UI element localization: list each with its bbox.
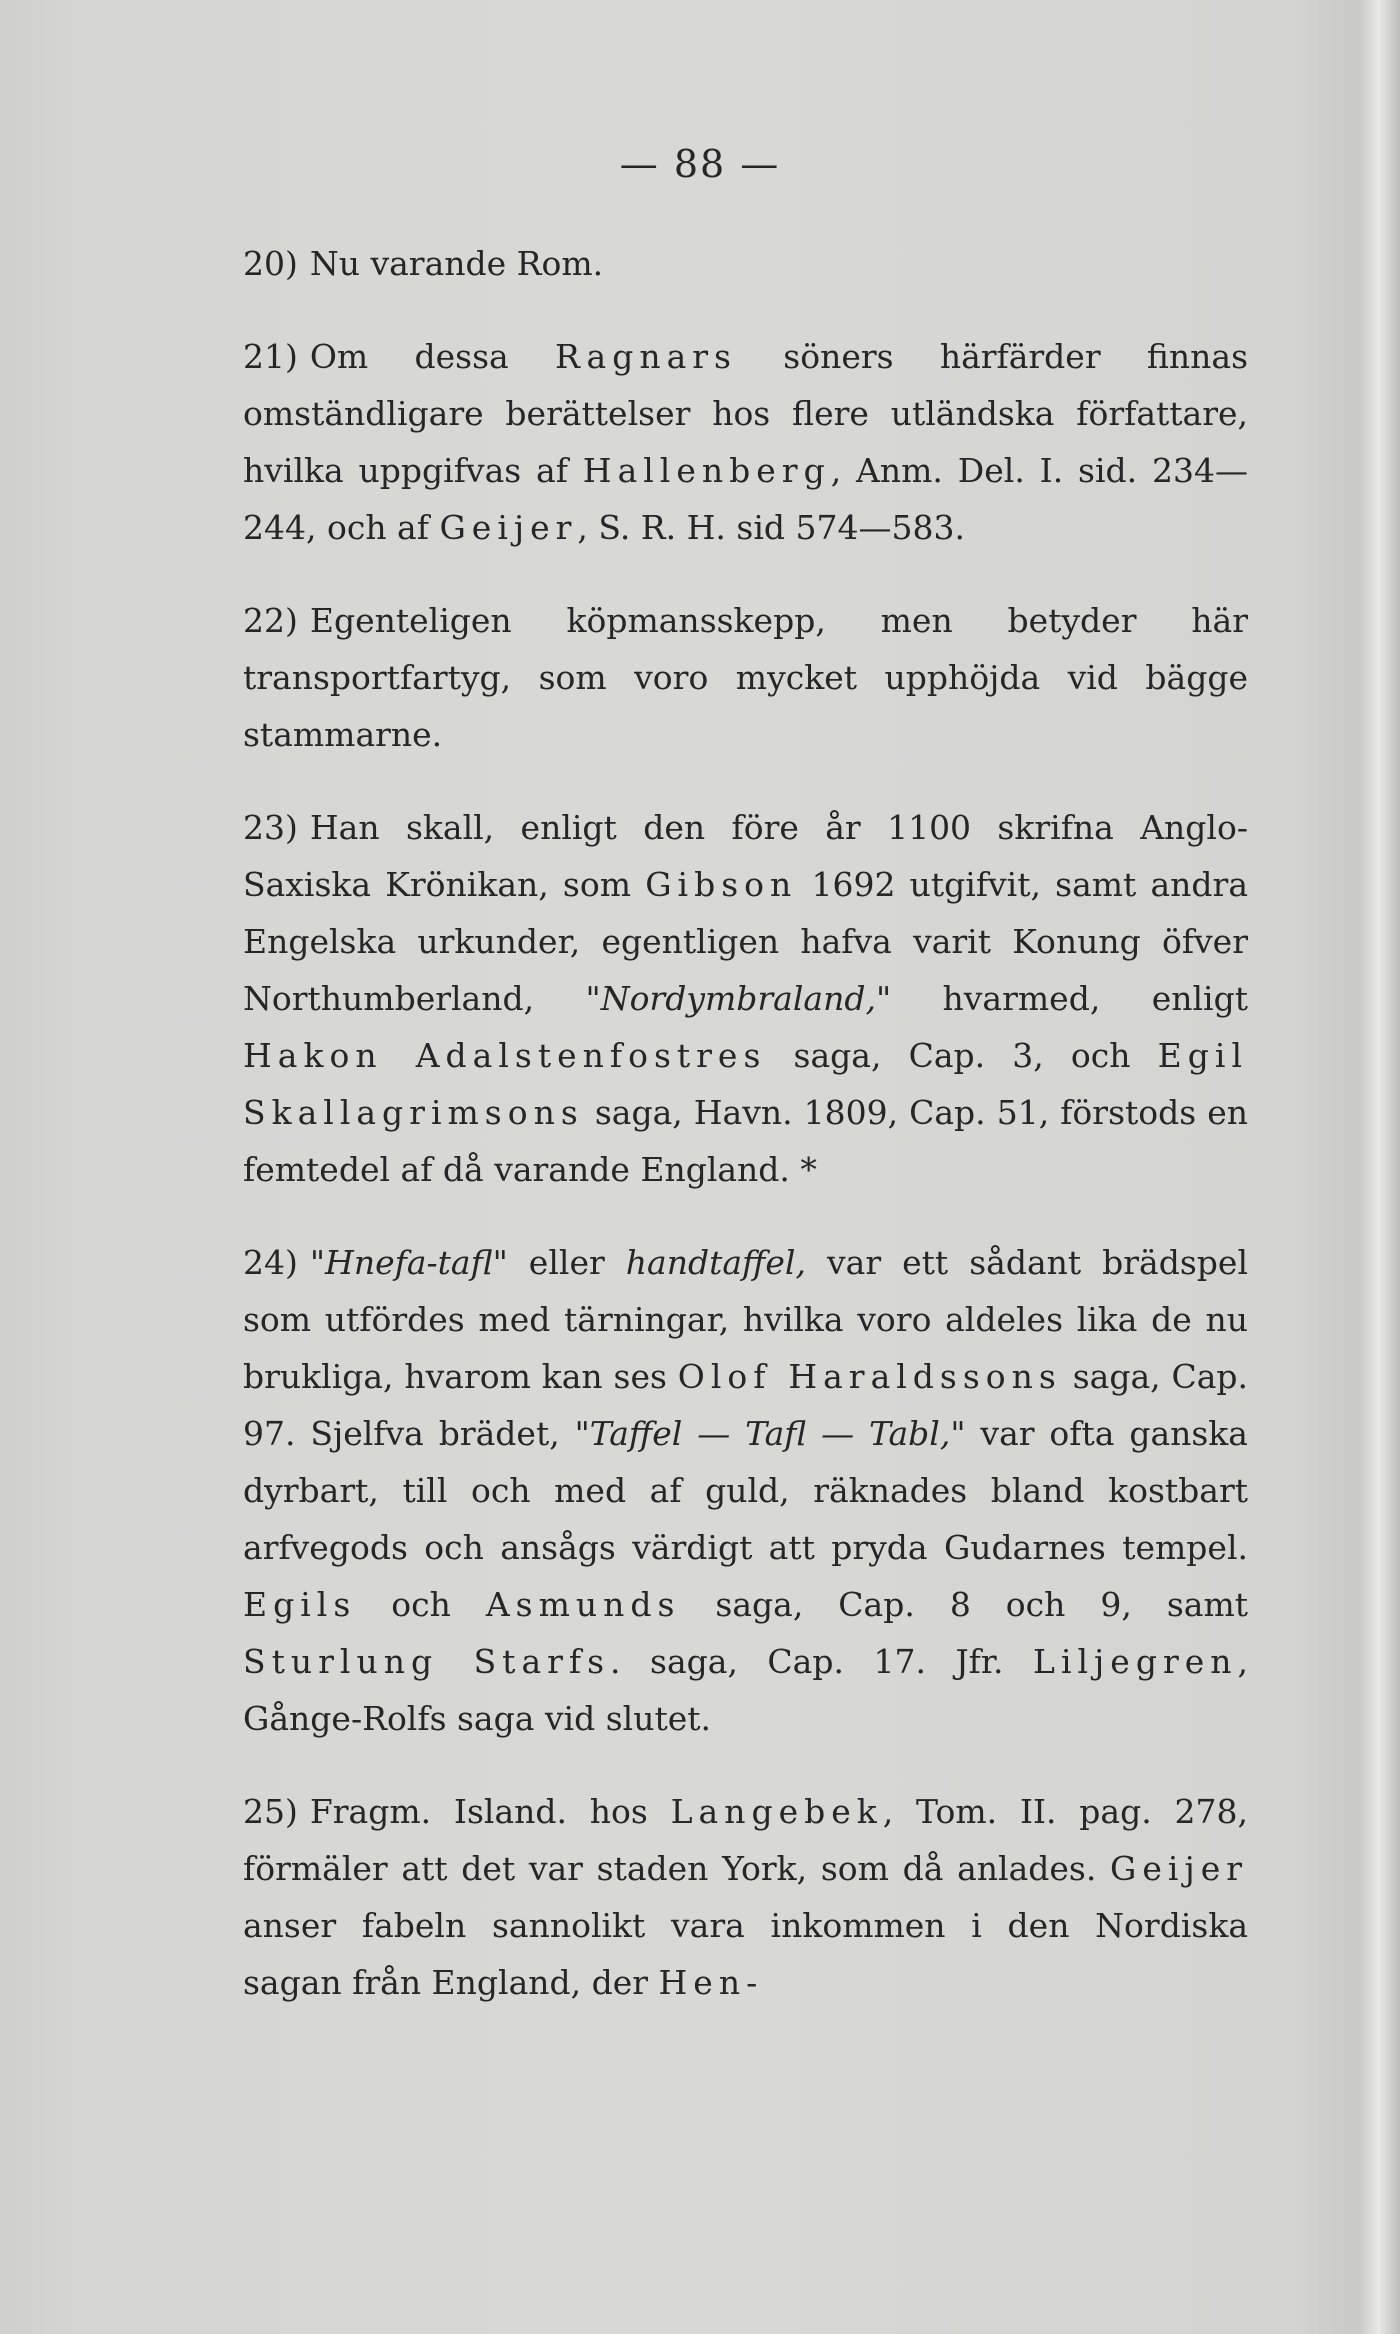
footnote-21 — [243, 328, 1248, 556]
footnote-number: 20) — [243, 244, 298, 283]
footnote-number: 21) — [243, 337, 298, 376]
footnote-text: , S. R. H. sid 574—583. — [577, 508, 965, 547]
footnote-number: 24) — [243, 1243, 298, 1282]
page-number: — 88 — — [619, 142, 781, 186]
spaced-name: Egil Skallagrimsons — [243, 1036, 1248, 1132]
footnote-text: söners härfärder finnas omständligare berättelser hos flere utländska författare, hvilka uppgifvas af — [243, 337, 1249, 490]
footnote-20 — [243, 235, 1248, 292]
footnote-text: eller — [507, 1243, 626, 1282]
italic-term: "Taffel — Tafl — Tabl," — [574, 1414, 966, 1453]
footnote-text: saga, Cap. 97. Sjelfva brädet, — [243, 1357, 1249, 1453]
footnote-number: 22) — [243, 601, 298, 640]
footnote-text: Nu varande Rom. — [309, 244, 604, 283]
footnote-text: , Tom. II. pag. 278, förmäler att det var staden York, som då anlades. — [243, 1792, 1248, 1888]
spaced-name: Egils — [243, 1585, 357, 1624]
footnote-text: saga, Cap. 3, och — [766, 1036, 1158, 1075]
footnote-text: , Gånge-Rolfs saga vid slutet. — [243, 1642, 1248, 1738]
spaced-name: Sturlung Starfs — [243, 1642, 611, 1681]
footnote-text: och — [356, 1585, 486, 1624]
spaced-name: Geijer — [1110, 1849, 1248, 1888]
footnote-text: anser fabeln sannolikt vara inkommen i den Nordiska sagan från England, der — [243, 1906, 1248, 2002]
italic-term: "Nordymbraland," — [585, 979, 892, 1018]
spaced-name: Geijer — [439, 508, 578, 547]
spaced-name: Hakon Adalstenfostres — [243, 1036, 767, 1075]
spaced-name: Ragnars — [554, 337, 737, 376]
italic-term: handtaffel, — [625, 1243, 806, 1282]
spaced-name: Gibson — [645, 865, 798, 904]
footnote-25 — [243, 1783, 1248, 2011]
footnote-text: Han skall, enligt den före år 1100 skrifna Anglo-Saxiska Krönikan, som — [243, 808, 1248, 904]
footnote-number: 23) — [243, 808, 298, 847]
spaced-name: Hen- — [658, 1963, 764, 2002]
footnote-text: Fragm. Island. hos — [309, 1792, 671, 1831]
footnote-23 — [243, 799, 1248, 1198]
spaced-name: Asmunds — [485, 1585, 681, 1624]
spaced-name: Liljegren — [1033, 1642, 1238, 1681]
footnote-text: hvarmed, enligt — [891, 979, 1248, 1018]
footnote-text: var ofta ganska dyrbart, till och med af guld, räknades bland kostbart arfvegods och ansågs värdigt att pryda Gudarnes tempel. — [243, 1414, 1248, 1567]
footnote-text: , Anm. Del. I. sid. 234—244, och af — [243, 451, 1249, 547]
footnote-text: saga, Havn. 1809, Cap. 51, förstods en femtedel af då varande England. * — [243, 1093, 1248, 1189]
footnote-22 — [243, 592, 1248, 763]
footnote-text: Om dessa — [309, 337, 555, 376]
footnotes — [243, 235, 1248, 2047]
footnote-text: Egenteligen köpmansskepp, men betyder här transportfartyg, som voro mycket upphöjda vid bägge stammarne. — [243, 601, 1248, 754]
footnote-24 — [243, 1234, 1248, 1747]
footnote-number: 25) — [243, 1792, 298, 1831]
italic-term: "Hnefa-tafl" — [309, 1243, 508, 1282]
footnote-text: var ett sådant brädspel som utfördes med tärningar, hvilka voro aldeles lika de nu brukliga, hvarom kan ses — [243, 1243, 1248, 1396]
spaced-name: Langebek — [670, 1792, 883, 1831]
spaced-name: Hallenberg — [582, 451, 831, 490]
spaced-name: Olof Haraldssons — [677, 1357, 1062, 1396]
footnote-text: saga, Cap. 8 och 9, samt — [680, 1585, 1248, 1624]
footnote-text: . saga, Cap. 17. Jfr. — [610, 1642, 1034, 1681]
footnote-text: 1692 utgifvit, samt andra Engelska urkunder, egentligen hafva varit Konung öfver Northumberland, — [243, 865, 1248, 1018]
